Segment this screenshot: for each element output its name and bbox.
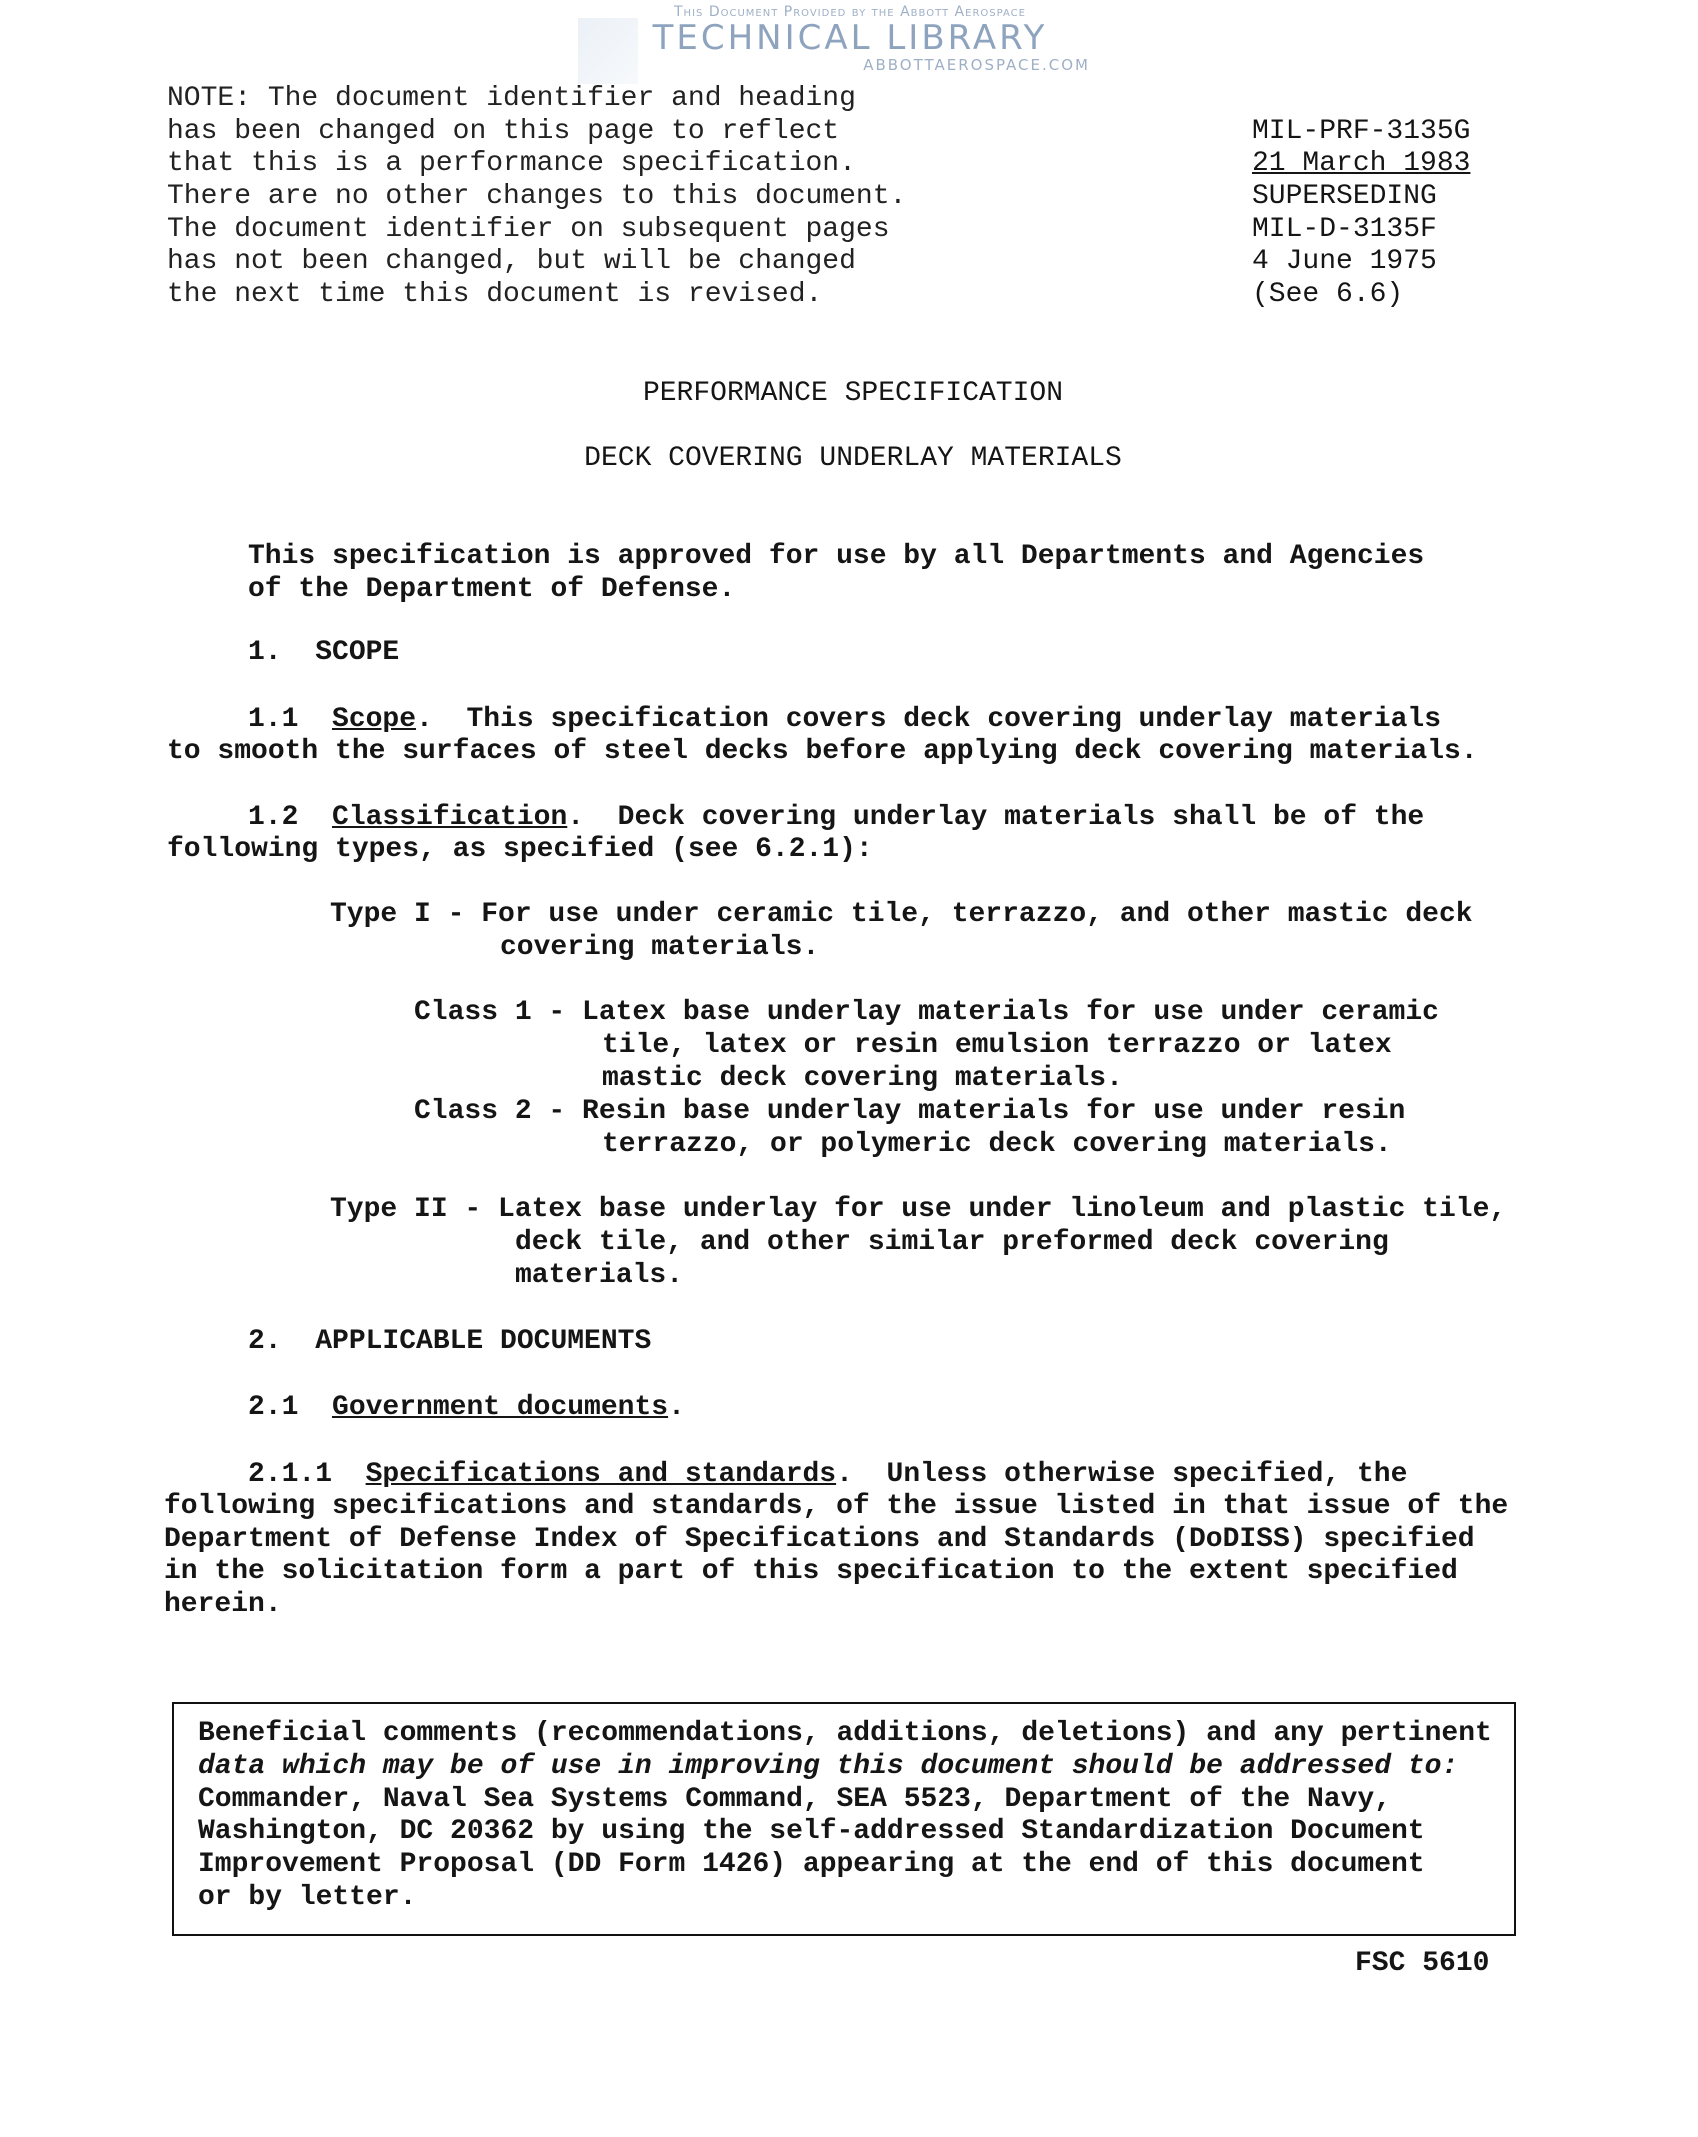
type-2-item: Type II - Latex base underlay for use under linoleum and plastic tile, xyxy=(330,1194,1507,1225)
superseded-doc-date: 4 June 1975 xyxy=(1252,246,1437,277)
page-icon xyxy=(578,18,638,84)
watermark-line3: ABBOTTAEROSPACE.COM xyxy=(863,56,1090,74)
note-line: has not been changed, but will be changed xyxy=(167,246,856,277)
note-line: The document identifier on subsequent pages xyxy=(167,214,890,245)
section-2-1 xyxy=(248,1391,685,1424)
page-subtitle: DECK COVERING UNDERLAY MATERIALS xyxy=(584,443,1122,474)
class-2-item: Class 2 - Resin base underlay materials for use under resin xyxy=(414,1096,1406,1127)
section-text: . Unless otherwise specified, the xyxy=(836,1459,1408,1490)
approval-text: of the Department of Defense. xyxy=(248,574,736,605)
section-text: herein. xyxy=(164,1589,282,1620)
section-text: following specifications and standards, of the issue listed in that issue of the xyxy=(164,1491,1509,1522)
section-1-1 xyxy=(248,703,1441,736)
section-title: Scope xyxy=(332,704,417,735)
type-2-item: materials. xyxy=(515,1260,684,1291)
comments-line: Commander, Naval Sea Systems Command, SEA 5523, Department of the Navy, xyxy=(198,1784,1391,1815)
section-2-1-1 xyxy=(248,1458,1407,1491)
approval-text: This specification is approved for use by all Departments and Agencies xyxy=(248,541,1425,572)
note-line: the next time this document is revised. xyxy=(167,279,823,310)
class-1-item: Class 1 - Latex base underlay materials for use under ceramic xyxy=(414,997,1439,1028)
see-reference: (See 6.6) xyxy=(1252,279,1404,310)
watermark-logo xyxy=(570,4,1130,80)
section-number: 2.1 xyxy=(248,1392,333,1423)
section-text: to smooth the surfaces of steel decks before applying deck covering materials. xyxy=(167,736,1478,767)
comments-line: Beneficial comments (recommendations, additions, deletions) and any pertinent xyxy=(198,1718,1492,1749)
class-1-item: mastic deck covering materials. xyxy=(602,1063,1123,1094)
note-line: There are no other changes to this document. xyxy=(167,181,907,212)
note-line: NOTE: The document identifier and heading xyxy=(167,83,856,114)
doc-date: 21 March 1983 xyxy=(1252,148,1471,179)
comments-line: Washington, DC 20362 by using the self-addressed Standardization Document xyxy=(198,1816,1425,1847)
section-heading-applicable-documents: 2. APPLICABLE DOCUMENTS xyxy=(248,1326,652,1357)
fsc-code: FSC 5610 xyxy=(1355,1948,1490,1979)
section-text: following types, as specified (see 6.2.1): xyxy=(167,834,873,865)
section-text: . This specification covers deck covering underlay materials xyxy=(416,704,1441,735)
superseding-label: SUPERSEDING xyxy=(1252,181,1437,212)
comments-line: Improvement Proposal (DD Form 1426) appearing at the end of this document xyxy=(198,1849,1425,1880)
watermark-line1: This Document Provided by the Abbott Aerospace xyxy=(674,4,1026,20)
watermark-line2: TECHNICAL LIBRARY xyxy=(652,18,1048,58)
comments-line: data which may be of use in improving this document should be addressed to: xyxy=(198,1751,1459,1782)
comments-line: or by letter. xyxy=(198,1882,417,1913)
section-text: Department of Defense Index of Specifications and Standards (DoDISS) specified xyxy=(164,1524,1475,1555)
superseded-doc-id: MIL-D-3135F xyxy=(1252,214,1437,245)
class-2-item: terrazzo, or polymeric deck covering materials. xyxy=(602,1129,1392,1160)
section-1-2 xyxy=(248,801,1424,834)
section-heading-scope: 1. SCOPE xyxy=(248,637,400,668)
note-line: that this is a performance specification. xyxy=(167,148,856,179)
section-title: Classification xyxy=(332,802,568,833)
type-1-item: Type I - For use under ceramic tile, terrazzo, and other mastic deck xyxy=(330,899,1473,930)
doc-id: MIL-PRF-3135G xyxy=(1252,116,1471,147)
section-number: 1.1 xyxy=(248,704,333,735)
section-title: Government documents xyxy=(332,1392,669,1423)
section-text: in the solicitation form a part of this specification to the extent specified xyxy=(164,1556,1458,1587)
page-title: PERFORMANCE SPECIFICATION xyxy=(642,378,1064,409)
section-text: . xyxy=(668,1392,685,1423)
section-number: 1.2 xyxy=(248,802,333,833)
type-2-item: deck tile, and other similar preformed deck covering xyxy=(515,1227,1389,1258)
class-1-item: tile, latex or resin emulsion terrazzo or latex xyxy=(602,1030,1392,1061)
section-text: . Deck covering underlay materials shall be of the xyxy=(567,802,1425,833)
type-1-item: covering materials. xyxy=(500,932,820,963)
note-line: has been changed on this page to reflect xyxy=(167,116,840,147)
section-number: 2.1.1 xyxy=(248,1459,366,1490)
section-title: Specifications and standards xyxy=(365,1459,837,1490)
